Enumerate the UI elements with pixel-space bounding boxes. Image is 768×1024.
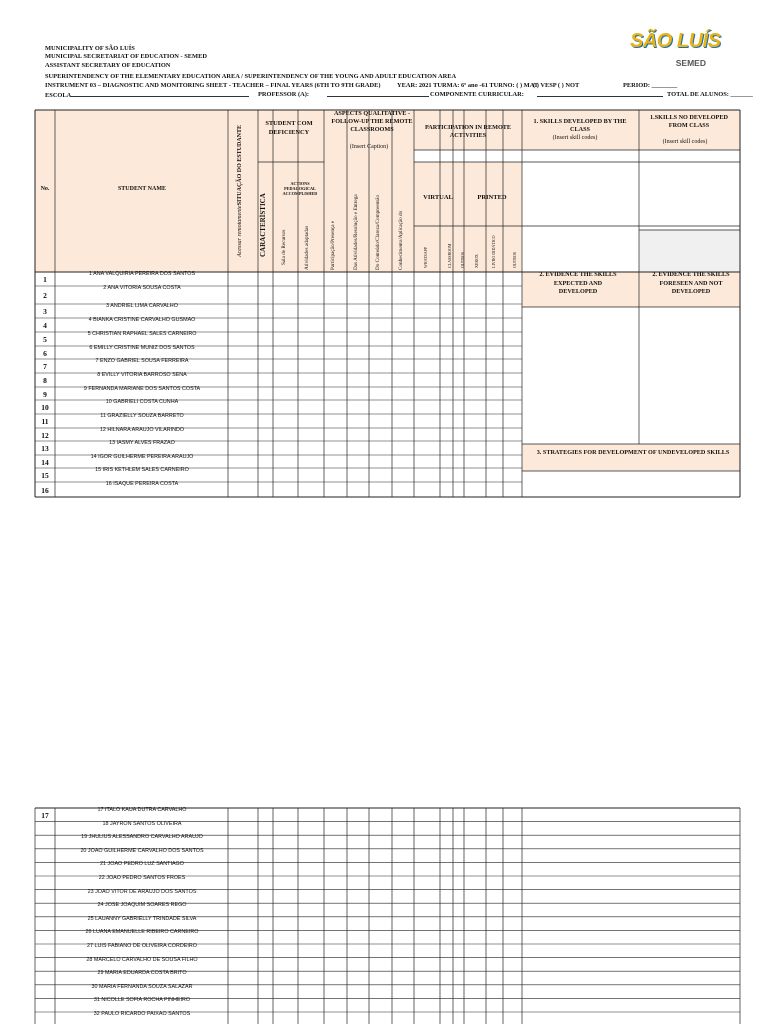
col-no-header: No. xyxy=(40,186,50,192)
school-label: ESCOLA xyxy=(45,92,72,100)
student-name: 3 ANDRIEL LIMA CARVALHO xyxy=(106,303,178,309)
student-name: 8 EVILLY VITORIA BARROSO SENA xyxy=(97,372,187,378)
row-number: 8 xyxy=(43,376,47,385)
col-situacao-header xyxy=(237,112,243,270)
student-name: 25 LAUANNY GABRIELLY TRINDADE SILVA xyxy=(87,915,197,922)
col-printed-others: OUTROS xyxy=(512,251,517,268)
student-name: 12 HILNARA ARAUJO VILARINDO xyxy=(99,427,185,433)
row-number: 7 xyxy=(43,362,47,371)
instrument-title: INSTRUMENT 03 – DIAGNOSTIC AND MONITORING SHEET - TEACHER – FINAL YEARS (6TH TO 9TH GRADE) xyxy=(45,82,381,90)
row-number: 1 xyxy=(43,275,47,284)
col-classroom: CLASSROOM xyxy=(447,243,452,268)
row-number: 14 xyxy=(41,457,49,467)
student-name: 24 JOSE JOAQUIM SOARES REGO xyxy=(97,902,187,909)
row-number: 17 xyxy=(41,810,49,820)
col-deficiency-header: STUDENT COM DEFICIENCY xyxy=(265,120,313,136)
student-name: 23 JOAO VITOR DE ARAUJO DOS SANTOS xyxy=(87,888,197,895)
col-caracteristica-header: CARACTERÍSTICA xyxy=(259,193,267,257)
col-actions-header: ACTIONS PEDAGOGICAL ACCOMPLISHED xyxy=(282,181,318,196)
student-name: 15 IRIS KETHLEM SALES CARNEIRO xyxy=(95,467,189,473)
header-line-2: MUNICIPAL SECRETARIAT OF EDUCATION - SEMED xyxy=(45,52,207,60)
student-name: 31 NICOLLE SOFIA ROCHA PINHEIRO xyxy=(93,997,191,1004)
col-virtual-others: OUTROS xyxy=(460,251,465,268)
col-virtual-header: VIRTUAL xyxy=(423,194,453,201)
student-name: 16 ISAQUE PEREIRA COSTA xyxy=(105,481,179,487)
row-number: 9 xyxy=(43,389,47,399)
row-number: 10 xyxy=(41,403,49,412)
col-situacao-title: SITUAÇÃO DO ESTUDANTE xyxy=(237,125,243,206)
col-aspect-participation: Participação/Presença e xyxy=(330,220,336,270)
shift-options: ( ) VESP ( ) NOT xyxy=(533,82,580,90)
col-aspect-activities: Das Atividades/Resolução e Entrega xyxy=(353,194,359,270)
logo-title: SÃO LUÍS xyxy=(630,30,721,52)
box-skills-not-developed-title: 1.SKILLS NO DEVELOPED FROM CLASS xyxy=(650,114,728,129)
student-name: 19 JHULIUS ALESSANDRO CARVALHO ARAUJO xyxy=(81,834,203,841)
student-name: 28 MARCELO CARVALHO DE SOUSA FILHO xyxy=(86,956,198,963)
header-line-3: ASSISTANT SECRETARY OF EDUCATION xyxy=(45,62,171,70)
col-xerox: XEROX xyxy=(474,254,479,268)
row-number: 3 xyxy=(43,307,47,316)
year-class-shift: YEAR: 2021 TURMA: 6º ano -61 TURNO: ( ) MAT xyxy=(397,82,539,90)
col-printed-header: PRINTED xyxy=(477,194,507,201)
student-name: 2 ANA VITORIA SOUSA COSTA xyxy=(103,285,181,291)
curricular-label: COMPONENTE CURRICULAR: xyxy=(430,91,524,99)
student-name: 1 ANA VALQUIRIA PEREIRA DOS SANTOS xyxy=(88,271,196,277)
row-number: 16 xyxy=(41,485,49,495)
header-line-1: MUNICIPALITY OF SÃO LUÍS xyxy=(45,45,135,52)
student-name: 11 GRAZIELLY SOUZA BARRETO xyxy=(100,413,184,419)
row-number: 15 xyxy=(41,471,49,480)
row-number: 13 xyxy=(41,444,49,453)
student-name: 17 ITALO KAUA DUTRA CARVALHO xyxy=(97,807,187,813)
box-evidence-not-developed-title: 2. EVIDENCE THE SKILLS FORESEEN AND NOT DEVELOPED xyxy=(652,271,730,296)
student-name: 6 EMILLY CRISTINE MUNIZ DOS SANTOS xyxy=(89,345,195,351)
student-name: 32 PAULO RICARDO PAIXAO SANTOS xyxy=(93,1011,191,1017)
student-name: 18 JAYRON SANTOS OLIVEIRA xyxy=(102,820,182,827)
grey-cell xyxy=(639,230,740,272)
col-student-name-header: STUDENT NAME xyxy=(117,186,167,192)
row-number: 6 xyxy=(43,348,47,358)
student-name: 5 CHRISTIAN RAPHAEL SALES CARNEIRO xyxy=(87,331,197,337)
col-whatsapp: WHATSAPP xyxy=(423,246,428,268)
col-participation-header: PARTICIPATION IN REMOTE ACTIVITIES xyxy=(424,124,512,139)
total-students-label: TOTAL DE ALUNOS: _______ xyxy=(667,91,753,99)
col-aspect-knowledge: Conhecimento/Aplicação do xyxy=(398,210,404,270)
student-name: 9 FERNANDA MARIANE DOS SANTOS COSTA xyxy=(83,386,201,392)
col-sala-header: Sala de Recursos xyxy=(281,229,287,266)
box-skills-not-developed-caption: (Insert skill codes) xyxy=(662,139,708,145)
row-number: 12 xyxy=(41,430,49,440)
logo-subtitle: SEMED xyxy=(675,58,706,68)
student-name: 13 IASMY ALVES FRAZAO xyxy=(109,440,175,446)
row-number: 11 xyxy=(41,417,49,426)
period-field: PERIOD: ________ xyxy=(623,82,678,90)
col-situacao-sub: Acessar remotamente xyxy=(237,205,243,257)
header-line-4: SUPERINTENDENCY OF THE ELEMENTARY EDUCATION AREA / SUPERINTENDENCY OF THE YOUNG AND ADULT EDUCATION AREA xyxy=(45,72,457,80)
row-number: 4 xyxy=(43,321,47,330)
row-number: 5 xyxy=(43,335,47,344)
box-skills-developed-title: 1. SKILLS DEVELOPED BY THE CLASS xyxy=(533,118,627,133)
col-atividades-header: Atividades adaptadas xyxy=(304,225,310,270)
student-name: 14 IGOR GUILHERME PEREIRA ARAUJO xyxy=(90,454,194,460)
teacher-label: PROFESSOR (A): xyxy=(258,91,309,99)
student-name: 26 LUANA EMANUELLE RIBEIRO CARNEIRO xyxy=(85,929,199,936)
box-evidence-developed-title: 2. EVIDENCE THE SKILLS EXPECTED AND DEVELOPED xyxy=(539,271,617,296)
student-name: 30 MARIA FERNANDA SOUZA SALAZAR xyxy=(91,983,193,990)
student-name: 29 MARIA EDUARDA COSTA BRITO xyxy=(97,970,187,977)
row-number: 2 xyxy=(43,291,47,300)
student-name: 21 JOAO PEDRO LUZ SANTIAGO xyxy=(100,861,184,868)
col-aspects-header: ASPECTS QUALITATIVE - FOLLOW-UP THE REMOTE CLASSROOMS xyxy=(331,110,413,133)
box-skills-developed-caption: (Insert skill codes) xyxy=(552,135,598,141)
box-strategies-title: 3. STRATEGIES FOR DEVELOPMENT OF UNDEVELOPED SKILLS xyxy=(536,449,730,456)
header-white-band xyxy=(414,150,522,162)
student-name: 22 JOAO PEDRO SANTOS FROES xyxy=(98,875,186,881)
student-name: 7 ENZO GABRIEL SOUSA FERREIRA xyxy=(95,358,189,364)
student-name: 10 GABRIELI COSTA CUNHA xyxy=(105,399,179,405)
student-name: 27 LUIS FABIANO DE OLIVEIRA CORDEIRO xyxy=(87,943,197,949)
col-aspect-content: Do Conteúdo/Clareza/Compreensão xyxy=(375,194,381,270)
student-name: 4 BIANKA CRISTINE CARVALHO GUSMAO xyxy=(88,317,196,323)
col-aspects-caption: (Insert Caption) xyxy=(349,144,389,150)
col-textbook: LIVRO DIDÁTICO xyxy=(491,235,496,268)
student-name: 20 JOAO GUILHERME CARVALHO DOS SANTOS xyxy=(80,847,204,854)
